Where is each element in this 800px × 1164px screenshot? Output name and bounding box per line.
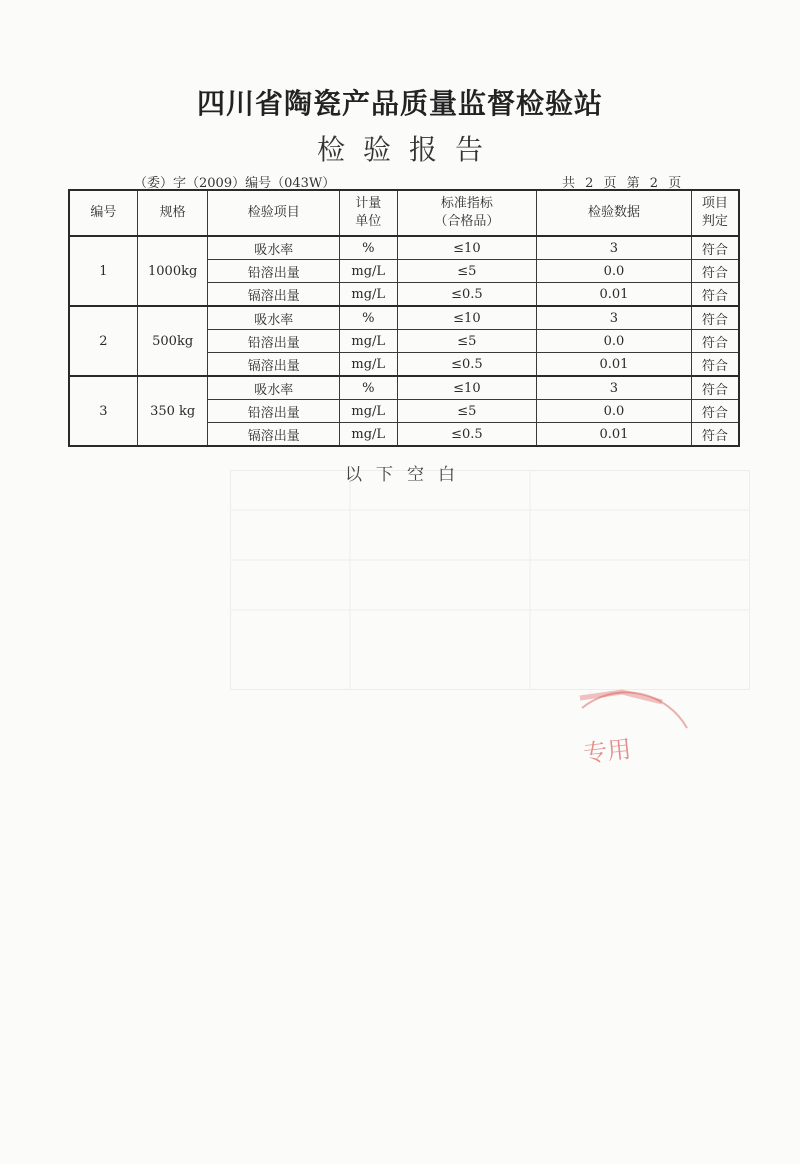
header-no: 编号 [69,190,137,236]
test-item-cell: 吸水率 [208,236,340,260]
test-item-cell: 镉溶出量 [208,423,340,447]
unit-cell: % [339,376,397,400]
header-unit: 计量 单位 [339,190,397,236]
header-data: 检验数据 [537,190,691,236]
header-standard: 标准指标 （合格品） [397,190,537,236]
official-seal-stamp [562,668,702,788]
show-through-background [230,470,750,690]
sample-number-cell: 3 [69,376,137,446]
standard-cell: ≤10 [397,376,537,400]
data-cell: 0.01 [537,283,691,307]
sample-spec-cell: 350 kg [137,376,208,446]
sample-spec-cell: 500kg [137,306,208,376]
result-cell: 符合 [691,400,739,423]
organization-title: 四川省陶瓷产品质量监督检验站 [196,87,603,120]
test-item-cell: 吸水率 [208,306,340,330]
table-body [69,236,739,446]
unit-cell: mg/L [339,283,397,307]
unit-cell: % [339,236,397,260]
test-item-cell: 镉溶出量 [208,283,340,307]
standard-cell: ≤0.5 [397,423,537,447]
table-row [69,376,739,400]
unit-cell: % [339,306,397,330]
seal-text: 专用 [582,734,633,768]
blank-below-note: 以下空白 [345,465,469,485]
result-cell: 符合 [691,353,739,377]
standard-cell: ≤0.5 [397,283,537,307]
table-header-row [69,190,739,236]
standard-cell: ≤10 [397,236,537,260]
document-title: 检验报告 [316,133,501,166]
data-cell: 3 [537,376,691,400]
data-cell: 3 [537,236,691,260]
unit-cell: mg/L [339,400,397,423]
table-row [69,236,739,260]
table-row [69,306,739,330]
sample-spec-cell: 1000kg [137,236,208,306]
standard-cell: ≤5 [397,400,537,423]
result-cell: 符合 [691,236,739,260]
unit-cell: mg/L [339,330,397,353]
test-item-cell: 铅溶出量 [208,260,340,283]
unit-cell: mg/L [339,260,397,283]
result-cell: 符合 [691,260,739,283]
test-item-cell: 镉溶出量 [208,353,340,377]
result-cell: 符合 [691,283,739,307]
data-cell: 3 [537,306,691,330]
data-cell: 0.01 [537,423,691,447]
data-cell: 0.0 [537,400,691,423]
standard-cell: ≤10 [397,306,537,330]
sample-number-cell: 2 [69,306,137,376]
test-item-cell: 吸水率 [208,376,340,400]
header-judgement: 项目 判定 [691,190,739,236]
data-cell: 0.01 [537,353,691,377]
unit-cell: mg/L [339,353,397,377]
sample-number-cell: 1 [69,236,137,306]
header-item: 检验项目 [208,190,340,236]
standard-cell: ≤5 [397,260,537,283]
standard-cell: ≤5 [397,330,537,353]
standard-cell: ≤0.5 [397,353,537,377]
test-item-cell: 铅溶出量 [208,400,340,423]
result-cell: 符合 [691,423,739,447]
result-cell: 符合 [691,306,739,330]
unit-cell: mg/L [339,423,397,447]
result-cell: 符合 [691,330,739,353]
header-spec: 规格 [137,190,208,236]
data-cell: 0.0 [537,330,691,353]
page-info: 共 2 页 第 2 页 [562,176,682,191]
test-item-cell: 铅溶出量 [208,330,340,353]
result-cell: 符合 [691,376,739,400]
data-cell: 0.0 [537,260,691,283]
inspection-table [68,189,740,447]
report-number: （委）字（2009）编号（043W） [134,176,336,191]
